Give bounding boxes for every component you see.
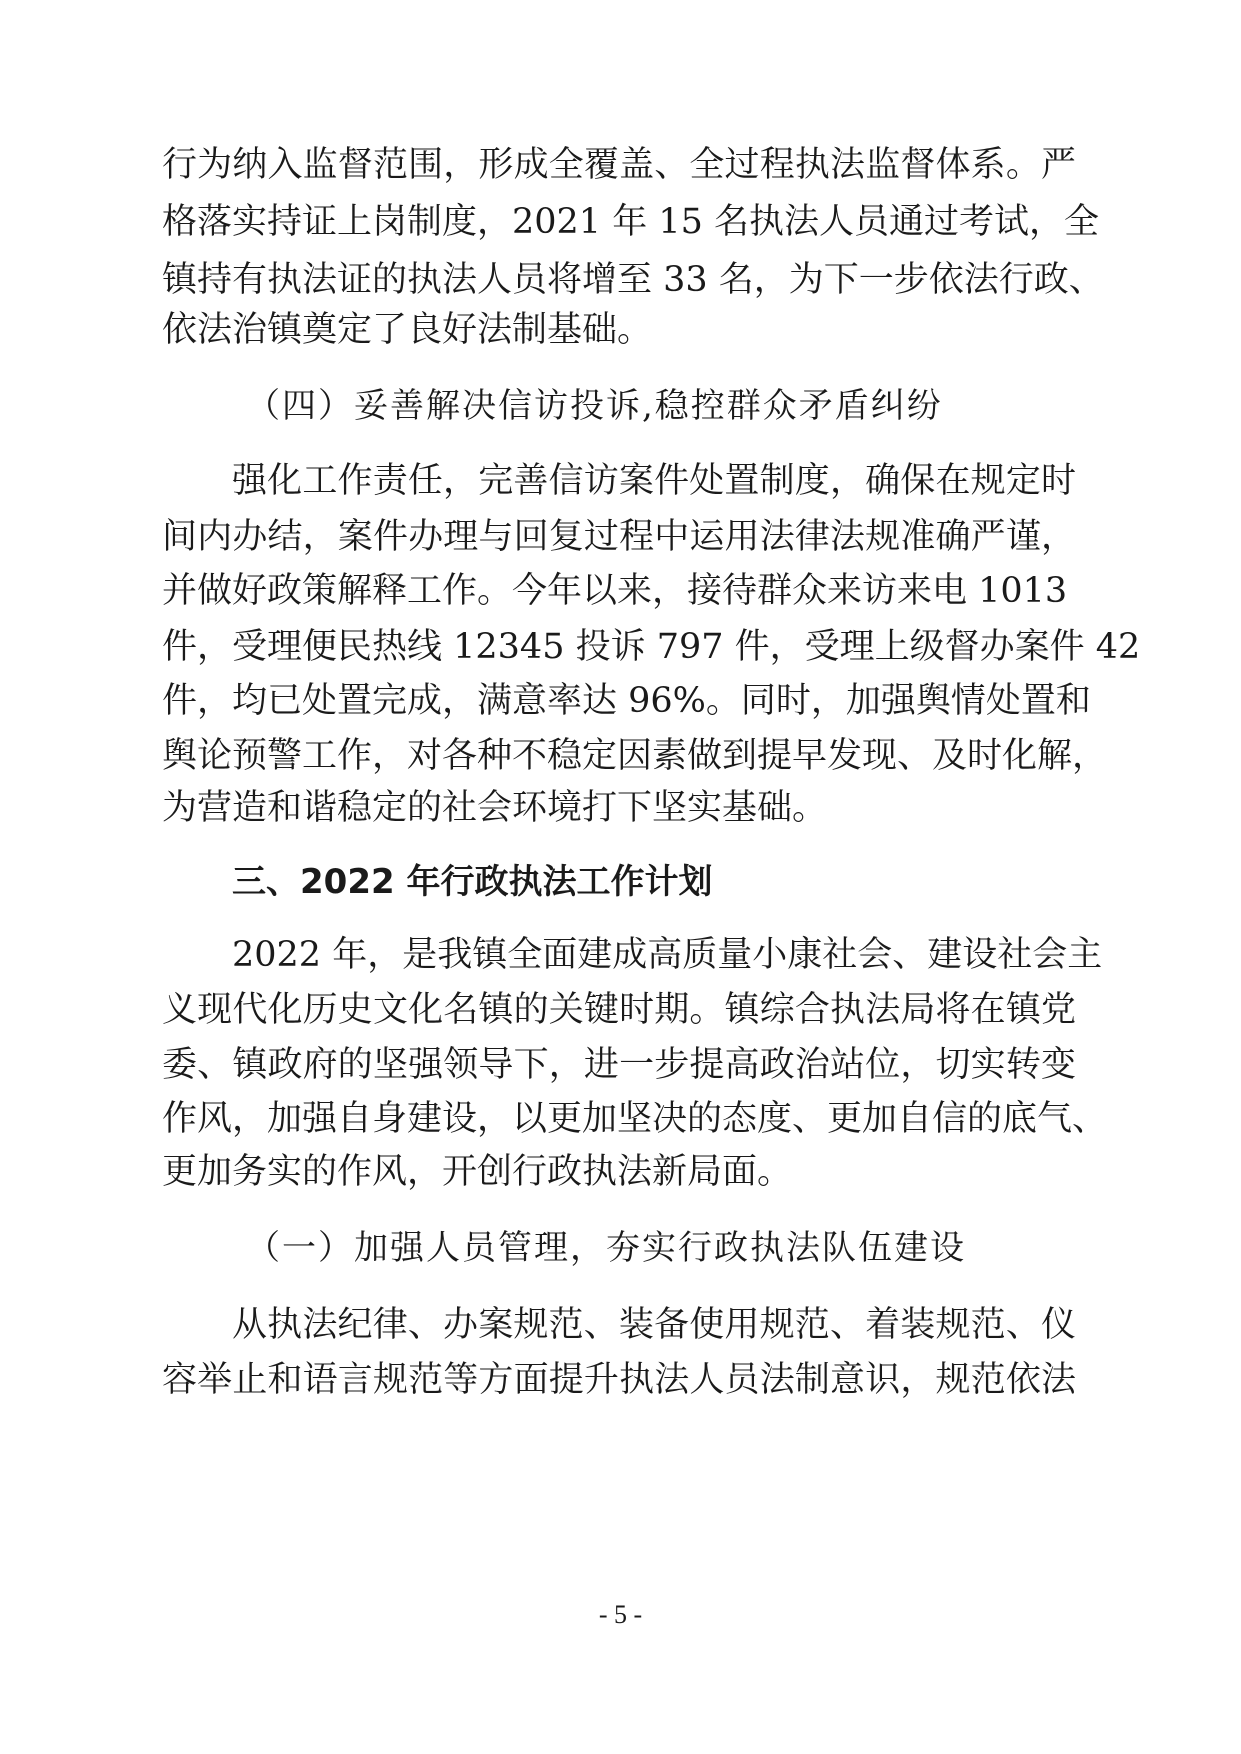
paragraph-line: 并做好政策解释工作。今年以来，接待群众来访来电 1013: [162, 571, 1068, 611]
paragraph-line: 间内办结，案件办理与回复过程中运用法律法规准确严谨，: [162, 517, 1076, 557]
paragraph-line: 件，均已处置完成，满意率达 96%。同时，加强舆情处置和: [162, 681, 1091, 721]
section-subheading: （四）妥善解决信访投诉,稳控群众矛盾纠纷: [246, 386, 943, 426]
paragraph-line: 从执法纪律、办案规范、装备使用规范、着装规范、仪: [232, 1305, 1076, 1345]
paragraph-line: 作风，加强自身建设，以更加坚决的态度、更加自信的底气、: [162, 1099, 1108, 1139]
paragraph-line: 格落实持证上岗制度，2021 年 15 名执法人员通过考试，全: [162, 202, 1099, 242]
paragraph-line: 更加务实的作风，开创行政执法新局面。: [162, 1152, 793, 1192]
paragraph-line: 强化工作责任，完善信访案件处置制度，确保在规定时: [232, 461, 1076, 501]
paragraph-line: 为营造和谐稳定的社会环境打下坚实基础。: [162, 788, 828, 828]
paragraph-line: 舆论预警工作，对各种不稳定因素做到提早发现、及时化解，: [162, 736, 1108, 776]
paragraph-line: 镇持有执法证的执法人员将增至 33 名，为下一步依法行政、: [162, 260, 1104, 300]
paragraph-line: 容举止和语言规范等方面提升执法人员法制意识，规范依法: [162, 1360, 1076, 1400]
paragraph-line: 委、镇政府的坚强领导下，进一步提高政治站位，切实转变: [162, 1045, 1076, 1085]
section-heading: 三、2022 年行政执法工作计划: [232, 862, 713, 902]
paragraph-line: 义现代化历史文化名镇的关键时期。镇综合执法局将在镇党: [162, 990, 1076, 1030]
section-subheading: （一）加强人员管理，夯实行政执法队伍建设: [246, 1228, 966, 1268]
paragraph-line: 行为纳入监督范围，形成全覆盖、全过程执法监督体系。严: [162, 145, 1076, 185]
paragraph-line: 依法治镇奠定了良好法制基础。: [162, 310, 653, 350]
page-number: - 5 -: [598, 1600, 643, 1629]
paragraph-line: 件，受理便民热线 12345 投诉 797 件，受理上级督办案件 42: [162, 627, 1141, 667]
paragraph-line: 2022 年，是我镇全面建成高质量小康社会、建设社会主: [232, 935, 1103, 975]
